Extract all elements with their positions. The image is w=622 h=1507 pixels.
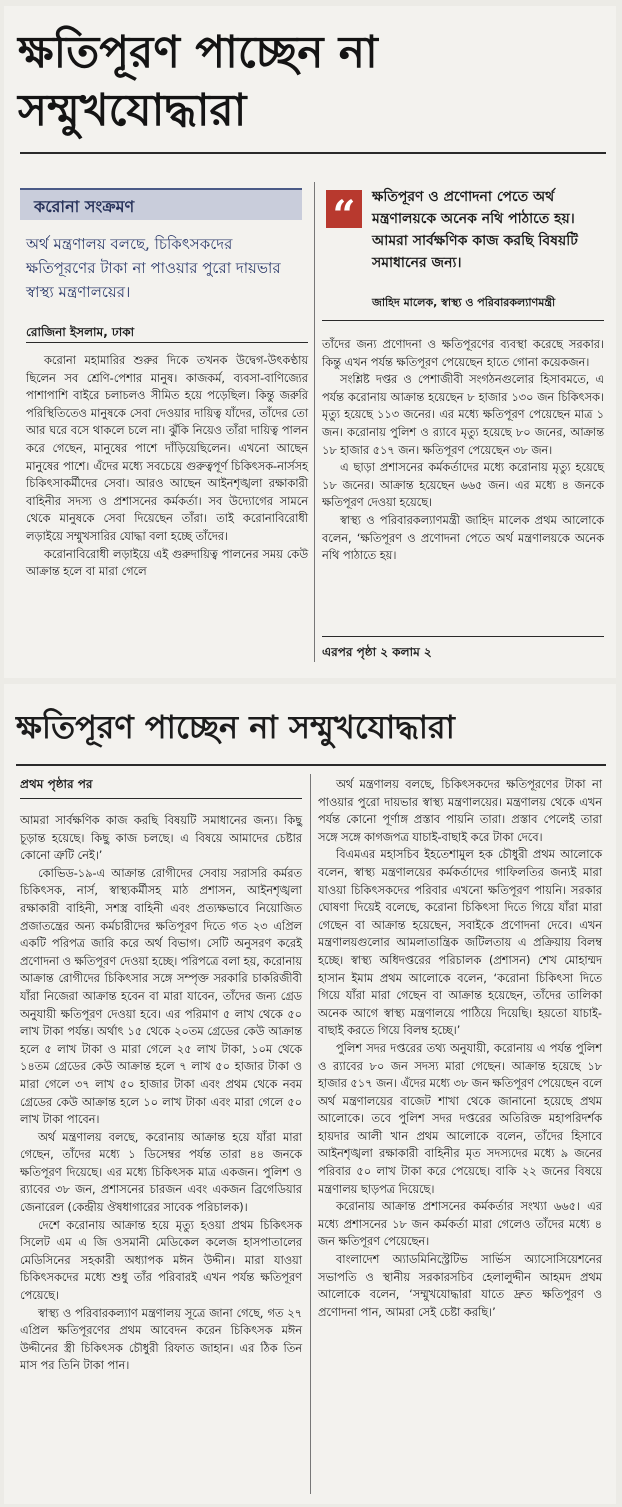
from-page-note: প্রথম পৃষ্ঠার পর (20, 777, 93, 791)
paragraph: কোভিড-১৯-এ আক্রান্ত রোগীদের সেবায় সরাসরি কর্মরত চিকিৎসক, নার্স, স্বাস্থ্যকর্মীসহ মাঠ প্রশাসন, আইনশৃঙ্খলা রক্ষাকারী বাহিনী, সশস্ত্র বাহিনী এবং প্রত্যক্ষভাবে নিয়োজিত প্রজাতন্ত্রের অন্য কর্মচারীদের ক্ষতিপূরণ দিতে গত ২৩ এপ্রিল একটি পরিপত্র জারি করে অর্থ বিভাগ। সেটি অনুসরণ করেই প্রণোদনা ও ক্ষতিপূরণ দেওয়া হচ্ছে। পরিপত্রে বলা হয়, করোনায় আক্রান্ত রোগীদের চিকিৎসার সঙ্গে সম্পৃক্ত সরকারি চাকরিজীবী যাঁরা নিজেরা আক্রান্ত হবেন বা মারা যাবেন, তাঁদের জন্য গ্রেড অনুযায়ী ক্ষতিপূরণ দেওয়া হবে। এর পরিমাণ ৫ লাখ থেকে ৫০ লাখ টাকা পর্যন্ত। অর্থাৎ ১৫ থেকে ২০তম গ্রেডের কেউ আক্রান্ত হলে ৫ লাখ টাকা ও মারা গেলে ২৫ লাখ টাকা, ১০ম থেকে ১৪তম গ্রেডের কেউ আক্রান্ত হলে ৭ লাখ ৫০ হাজার টাকা ও মারা গেলে ৩৭ লাখ ৫০ হাজার টাকা এবং প্রথম থেকে নবম গ্রেডের কেউ আক্রান্ত হলে ১০ লাখ টাকা এবং মারা গেলে ৫০ লাখ টাকা পাবেন। (20, 866, 303, 1127)
paragraph: করোনায় আক্রান্ত প্রশাসনের কর্মকর্তার সংখ্যা ৬৬৫। এর মধ্যে প্রশাসনের ১৮ জন কর্মকর্তা মারা গেলেও তাঁদের মধ্যে ৪ জন ক্ষতিপূরণ পেয়েছেন। (318, 1200, 602, 1249)
column-divider (314, 182, 315, 662)
section-tag (20, 188, 302, 220)
page-title: ক্ষতিপূরণ পাচ্ছেন না সম্মুখযোদ্ধারা (18, 27, 378, 136)
paragraph: করোনা মহামারির শুরুর দিকে তখনক উদ্বেগ-উৎকণ্ঠায় ছিলেন সব শ্রেণি-পেশার মানুষ। কাজকর্ম, ব্যবসা-বাণিজ্যের পাশাপাশি বাইরে চলাচলও সীমিত হয়ে পড়েছিল। কিন্তু জরুরি পরিস্থিতিতেও মানুষকে সেবা দেওয়ার দায়িত্ব যাঁদের, তাঁদের তো আর ঘরে বসে থাকলে চলে না। ঝুঁকি নিয়েও তাঁরা দায়িত্ব পালন করে গেছেন, মানুষের পাশে দাঁড়িয়েছিলেন। এখনো আছেন মানুষের পাশে। এঁদের মধ্যে সবচেয়ে গুরুত্বপূর্ণ চিকিৎসক-নার্সসহ চিকিৎসাকর্মীদের সেবা। আরও আছেন আইনশৃঙ্খলা রক্ষাকারী বাহিনীর সদস্য ও প্রশাসনের কর্মকর্তা। সব উদ্যোগের সামনে থেকে মানুষকে সেবা দিয়েছেন তাঁরা। তাই করোনাবিরোধী লড়াইয়ে সম্মুখসারির যোদ্ধা বলা হচ্ছে তাঁদের। (26, 354, 308, 543)
quote-mark-icon: “ (326, 190, 362, 228)
paragraph: সংশ্লিষ্ট দপ্তর ও পেশাজীবী সংগঠনগুলোর হিসাবমতে, এ পর্যন্ত করোনায় আক্রান্ত হয়েছেন ৮ হাজার ১৩০ জন চিকিৎসক। মৃত্যু হয়েছে ১১৩ জনের। এর মধ্যে ক্ষতিপূরণ পেয়েছেন মাত্র ১ জন। করোনায় পুলিশ ও র‍্যাবে মৃত্যু হয়েছে ৮০ জনের, আক্রান্ত ১৮ হাজার ৫১৭ জন। ক্ষতিপূরণ পেয়েছেন ৩৮ জন। (322, 373, 604, 457)
paragraph: এ ছাড়া প্রশাসনের কর্মকর্তাদের মধ্যে করোনায় মৃত্যু হয়েছে ১৮ জনের। আক্রান্ত হয়েছেন ৬৬৫ জন। এর মধ্যে ৪ জনকে ক্ষতিপূরণ দেওয়া হয়েছে। (322, 461, 604, 510)
paragraph: আমরা সার্বক্ষণিক কাজ করছি বিষয়টি সমাধানের জন্য। কিছু চূড়ান্ত হয়েছে। কিছু কাজ চলছে। এ বিষয়ে আমাদের চেষ্টার কোনো ত্রুটি নেই।’ (20, 814, 302, 863)
continued-note: এরপর পৃষ্ঠা ২ কলাম ২ (322, 645, 432, 659)
paragraph: দেশে করোনায় আক্রান্ত হয়ে মৃত্যু হওয়া প্রথম চিকিৎসক সিলেট এম এ জি ওসমানী মেডিকেল কলেজ হাসপাতালের মেডিসিনের সহকারী অধ্যাপক মঈন উদ্দীন। মারা যাওয়া চিকিৎসকদের মধ্যে শুধু তাঁর পরিবারই এখন পর্যন্ত ক্ষতিপূরণ পেয়েছে। (20, 1218, 302, 1303)
paragraph: বাংলাদেশ অ্যাডমিনিস্ট্রেটিভ সার্ভিস অ্যাসোসিয়েশনের সভাপতি ও স্থানীয় সরকারসচিব হেলালুদ্দীন আহমদ প্রথম আলোকে বলেন, ‘সম্মুখযোদ্ধারা যাতে দ্রুত ক্ষতিপূরণ ও প্রণোদনা পান, আমরা সেই চেষ্টা করছি।’ (318, 1253, 602, 1319)
paragraph: তাঁদের জন্য প্রণোদনা ও ক্ষতিপূরণের ব্যবস্থা করেছে সরকার। কিন্তু এখন পর্যন্ত ক্ষতিপূরণ পেয়েছেন হাতে গোনা কয়েকজন। (322, 338, 604, 369)
article-column-4 (318, 776, 602, 1321)
byline-divider (26, 342, 308, 343)
article-column-3 (20, 812, 302, 1375)
section-tag-label: করোনা সংক্রমণ (34, 197, 135, 216)
continuation-divider (16, 764, 606, 766)
headline-divider (20, 152, 606, 154)
byline: রোজিনা ইসলাম, ঢাকা (26, 325, 135, 339)
quote-divider (322, 320, 604, 321)
inside-page-clipping (4, 684, 616, 1504)
column-divider (310, 774, 311, 1494)
front-page-clipping (4, 6, 616, 678)
paragraph: অর্থ মন্ত্রণালয় বলছে, চিকিৎসকদের ক্ষতিপূরণের টাকা না পাওয়ার পুরো দায়ভার স্বাস্থ্য মন্ত্রণালয়ের। মন্ত্রণালয় থেকে এখন পর্যন্ত কোনো পূর্ণাঙ্গ প্রস্তাব পায়নি তারা। প্রস্তাব পেলেই তারা সঙ্গে সঙ্গে কাগজপত্র যাচাই-বাছাই করে টাকা দেবে। (318, 778, 602, 844)
paragraph: স্বাস্থ্য ও পরিবারকল্যাণ মন্ত্রণালয় সূত্রে জানা গেছে, গত ২৭ এপ্রিল ক্ষতিপূরণের প্রথম আবেদন করেন চিকিৎসক মঈন উদ্দীনের স্ত্রী চিকিৎসক চৌধুরী রিফাত জাহান। এর ঠিক তিন মাস পর তিনি টাকা পান। (20, 1306, 302, 1373)
pull-quote: ক্ষতিপূরণ ও প্রণোদনা পেতে অর্থ মন্ত্রণালয়কে অনেক নথি পাঠাতে হয়। আমরা সার্বক্ষণিক কাজ করছি বিষয়টি সমাধানের জন্য। (372, 189, 578, 271)
continuation-title: ক্ষতিপূরণ পাচ্ছেন না সম্মুখযোদ্ধারা (16, 708, 455, 746)
quote-credit: জাহিদ মালেক, স্বাস্থ্য ও পরিবারকল্যাণমন্ত্রী (372, 296, 556, 309)
deck-text: অর্থ মন্ত্রণালয় বলছে, চিকিৎসকদের ক্ষতিপূরণের টাকা না পাওয়ার পুরো দায়ভার স্বাস্থ্য মন্ত্রণালয়ের। (26, 235, 281, 301)
paragraph: করোনাবিরোধী লড়াইয়ে এই গুরুদায়িত্ব পালনের সময় কেউ আক্রান্ত হলে বা মারা গেলে (26, 547, 308, 579)
paragraph: পুলিশ সদর দপ্তরের তথ্য অনুযায়ী, করোনায় এ পর্যন্ত পুলিশ ও র‍্যাবের ৮০ জন সদস্য মারা গেছেন। আক্রান্ত হয়েছে ১৮ হাজার ৫১৭ জন। এঁদের মধ্যে ৩৮ জন ক্ষতিপূরণ পেয়েছেন বলে অর্থ মন্ত্রণালয়ের বাজেট শাখা থেকে জানানো হয়েছে প্রথম আলোকে। তবে পুলিশ সদর দপ্তরের অতিরিক্ত মহাপরিদর্শক হায়দার আলী খান প্রথম আলোকে বলেন, তাঁদের হিসাবে আইনশৃঙ্খলা রক্ষাকারী বাহিনীর মৃত সদস্যদের মধ্যে ৯ জনের পরিবার ৫০ লাখ টাকা করে পেয়েছে। বাকি ২২ জনের বিষয়ে মন্ত্রণালয় ছাড়পত্র দিয়েছে। (318, 1041, 602, 1196)
continued-divider (322, 636, 604, 637)
article-column-1 (26, 352, 308, 581)
paragraph: বিএমএর মহাসচিব ইহতেশামুল হক চৌধুরী প্রথম আলোকে বলেন, স্বাস্থ্য মন্ত্রণালয়ের কর্মকর্তাদের গাফিলতির জন্যই মারা যাওয়া চিকিৎসকদের পরিবার এখনো ক্ষতিপূরণ পায়নি। সরকার ঘোষণা দিয়েই বলেছে, করোনা চিকিৎসা দিতে গিয়ে যাঁরা মারা গেছেন বা আক্রান্ত হয়েছেন, সবাইকে প্রণোদনা দেবে। এখন মন্ত্রণালয়গুলোর আমলাতান্ত্রিক জটিলতায় এ প্রক্রিয়ায় বিলম্ব হচ্ছে। স্বাস্থ্য অধিদপ্তরের পরিচালক (প্রশাসন) শেখ মোহাম্মদ হাসান ইমাম প্রথম আলোকে বলেন, ‘করোনা চিকিৎসা দিতে গিয়ে যাঁরা মারা গেছেন বা আক্রান্ত হয়েছেন, তাঁদের তালিকা অনেক আগে স্বাস্থ্য মন্ত্রণালয়ে পাঠিয়ে দিয়েছি। হয়তো যাচাই-বাছাই করতে গিয়ে বিলম্ব হচ্ছে।’ (318, 848, 602, 1038)
article-column-2 (322, 336, 604, 565)
paragraph: স্বাস্থ্য ও পরিবারকল্যাণমন্ত্রী জাহিদ মালেক প্রথম আলোকে বলেন, ‘ক্ষতিপূরণ ও প্রণোদনা পেতে অর্থ মন্ত্রণালয়কে অনেক নথি পাঠাতে হয়। (322, 513, 604, 563)
paragraph: অর্থ মন্ত্রণালয় বলছে, করোনায় আক্রান্ত হয়ে যাঁরা মারা গেছেন, তাঁদের মধ্যে ১ ডিসেম্বর পর্যন্ত তারা ৪৪ জনকে ক্ষতিপূরণ দিয়েছে। এর মধ্যে চিকিৎসক মাত্র একজন। পুলিশ ও র‍্যাবের ৩৮ জন, প্রশাসনের চারজন এবং একজন ব্রিগেডিয়ার জেনারেল (কেন্দ্রীয় ঔষধাগারের সাবেক পরিচালক)। (20, 1130, 302, 1215)
from-page-divider (20, 798, 302, 799)
